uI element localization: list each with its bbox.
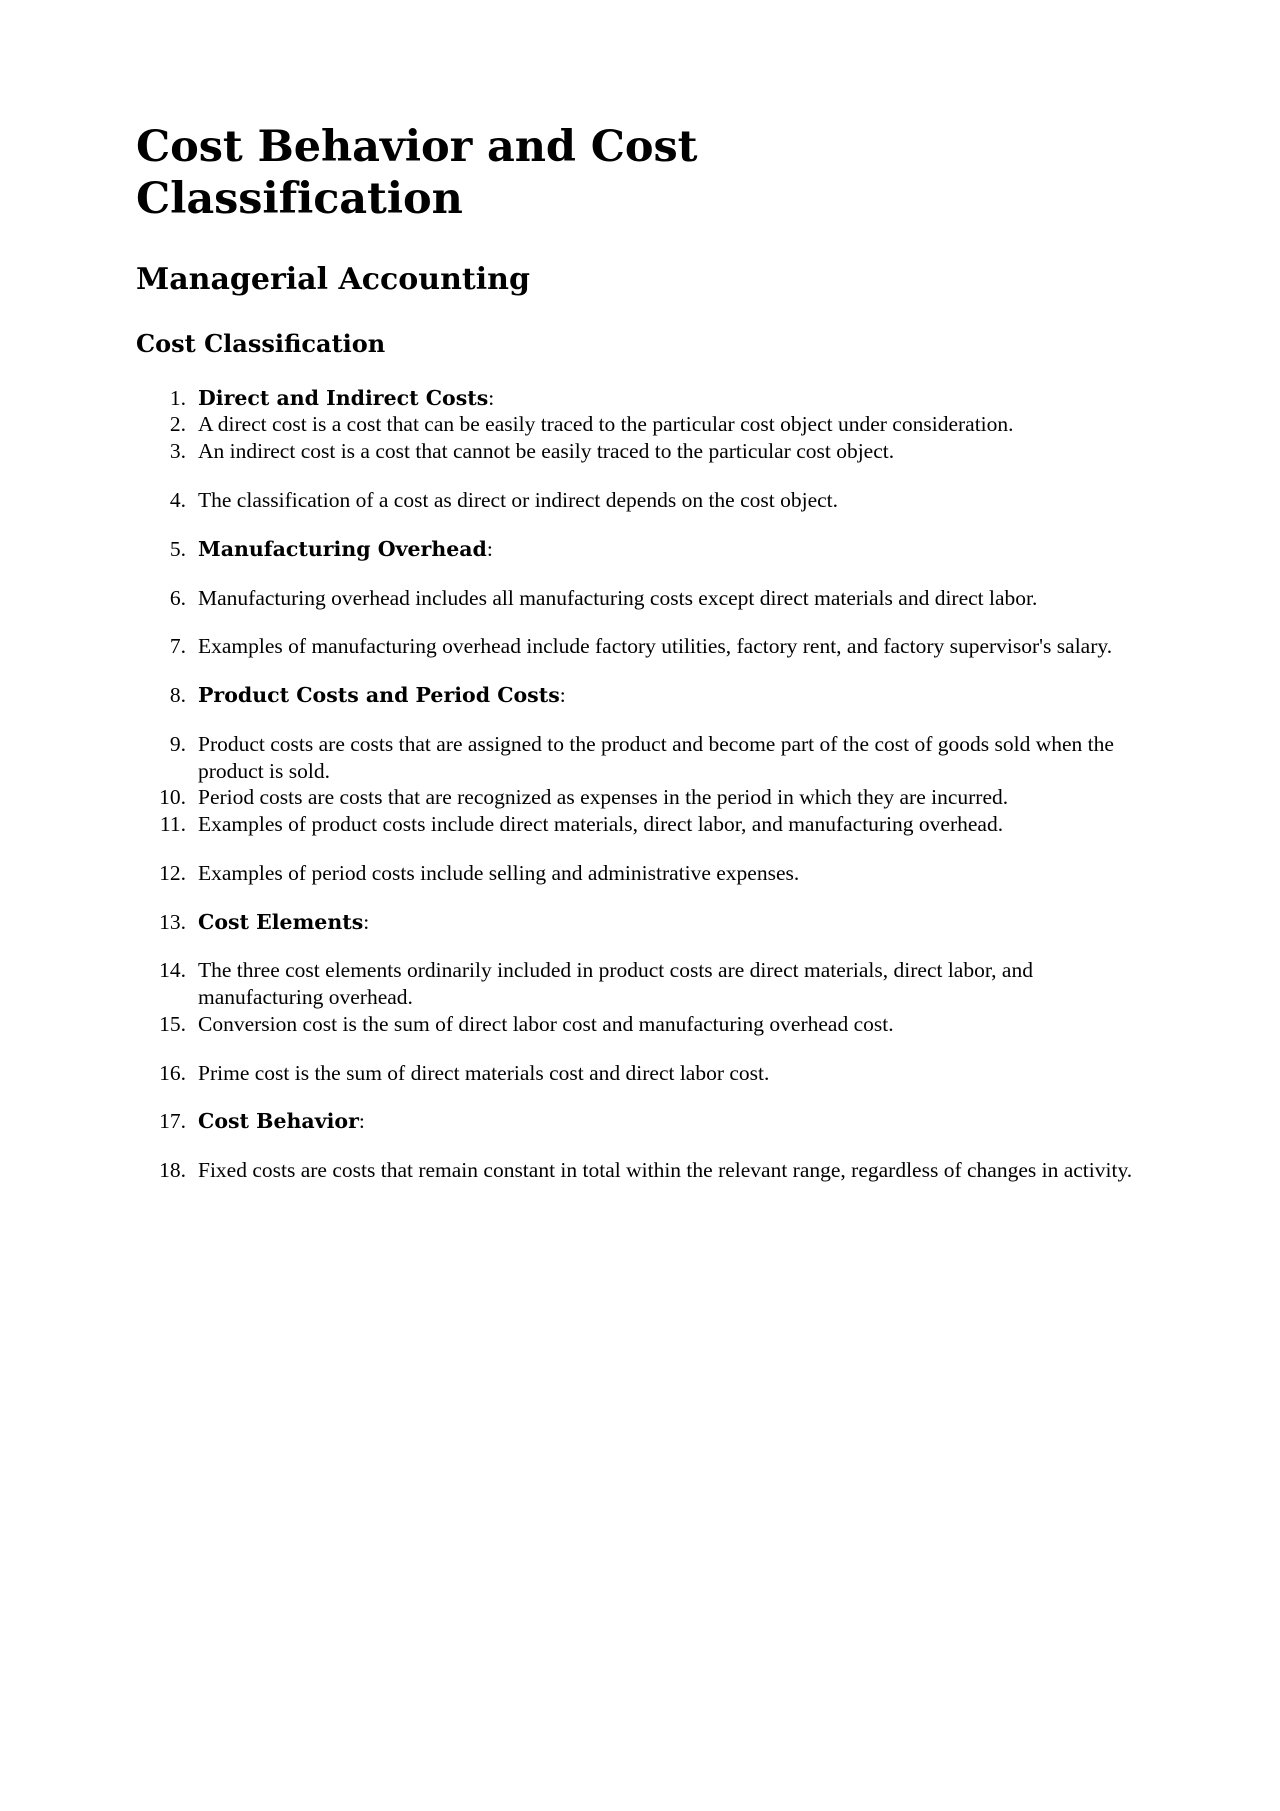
list-item-body (198, 682, 1150, 709)
list-item-number: 15. (159, 1011, 186, 1036)
list-item-trailing-punctuation: : (363, 909, 370, 934)
list-item-number: 8. (169, 683, 186, 708)
list-item-text: The three cost elements ordinarily included in product costs are direct materials, direct labor, and manufacturing overhead. (198, 958, 1033, 1010)
list-item-number: 1. (169, 385, 186, 410)
list-item-body (198, 1011, 1150, 1038)
list-item-text: A direct cost is a cost that can be easily traced to the particular cost object under consideration. (198, 412, 1014, 437)
list-item-body (198, 784, 1150, 811)
list-item (136, 784, 1150, 811)
list-item-number: 6. (169, 585, 186, 610)
list-item-body (198, 909, 1150, 936)
list-item-number: 4. (169, 487, 186, 512)
list-item-text: Manufacturing overhead includes all manufacturing costs except direct materials and direct labor. (198, 585, 1038, 610)
list-item-text: Examples of period costs include selling and administrative expenses. (198, 860, 800, 885)
list-item (136, 731, 1150, 785)
list-item-lead-label: Direct and Indirect Costs (198, 385, 489, 410)
list-item (136, 1011, 1150, 1038)
list-item (136, 633, 1150, 660)
list-item-number: 17. (159, 1109, 186, 1134)
list-item-body (198, 633, 1150, 660)
list-item (136, 1157, 1150, 1184)
list-item-number: 9. (169, 731, 186, 756)
list-item (136, 909, 1150, 936)
list-item-body (198, 1108, 1150, 1135)
list-item-number: 10. (159, 785, 186, 810)
list-item-trailing-punctuation: : (486, 536, 493, 561)
document-subtitle: Managerial Accounting (136, 262, 530, 298)
list-item-number: 7. (169, 634, 186, 659)
list-item-lead-label: Manufacturing Overhead (198, 536, 487, 561)
list-item (136, 585, 1150, 612)
list-item-number: 16. (159, 1060, 186, 1085)
list-item-body (198, 411, 1150, 438)
list-item-text: Fixed costs are costs that remain constant in total within the relevant range, regardless of changes in activity. (198, 1158, 1133, 1183)
list-item (136, 1108, 1150, 1135)
list-item-number: 5. (169, 536, 186, 561)
list-item-body (198, 957, 1150, 1011)
list-item (136, 957, 1150, 1011)
list-item-body (198, 385, 1150, 412)
list-item-body (198, 860, 1150, 887)
page-title: Cost Behavior and Cost Classification (136, 122, 698, 224)
list-item-text: The classification of a cost as direct or indirect depends on the cost object. (198, 487, 839, 512)
list-item (136, 438, 1150, 465)
list-item-number: 13. (159, 909, 186, 934)
list-item-number: 18. (159, 1158, 186, 1183)
list-item (136, 487, 1150, 514)
list-item-body (198, 438, 1150, 465)
list-item-lead-label: Cost Elements (198, 909, 364, 934)
list-item-text: Period costs are costs that are recognized as expenses in the period in which they are incurred. (198, 785, 1009, 810)
list-item-body (198, 1157, 1150, 1184)
list-item (136, 385, 1150, 412)
list-item-body (198, 731, 1150, 785)
list-item-trailing-punctuation: : (488, 385, 495, 410)
section-heading-cost-classification: Cost Classification (136, 328, 386, 358)
list-item-body (198, 487, 1150, 514)
list-item-lead-label: Product Costs and Period Costs (198, 683, 560, 708)
list-item (136, 682, 1150, 709)
list-item-text: Examples of manufacturing overhead include factory utilities, factory rent, and factory supervisor's salary. (198, 634, 1113, 659)
list-item-trailing-punctuation: : (358, 1109, 365, 1134)
list-item-body (198, 1060, 1150, 1087)
list-item (136, 860, 1150, 887)
list-item-body (198, 536, 1150, 563)
list-item (136, 536, 1150, 563)
list-item-number: 14. (159, 958, 186, 983)
list-item-body (198, 811, 1150, 838)
list-item-number: 2. (169, 412, 186, 437)
list-item (136, 811, 1150, 838)
list-item-trailing-punctuation: : (559, 683, 566, 708)
list-item-number: 12. (159, 860, 186, 885)
list-item (136, 1060, 1150, 1087)
cost-classification-list (136, 385, 1150, 1184)
list-item (136, 411, 1150, 438)
list-item-text: An indirect cost is a cost that cannot be easily traced to the particular cost object. (198, 439, 895, 464)
list-item-text: Prime cost is the sum of direct materials cost and direct labor cost. (198, 1060, 770, 1085)
list-item-text: Conversion cost is the sum of direct labor cost and manufacturing overhead cost. (198, 1011, 894, 1036)
list-item-number: 11. (159, 812, 186, 837)
list-item-body (198, 585, 1150, 612)
list-item-text: Product costs are costs that are assigned to the product and become part of the cost of goods sold when the product is sold. (198, 731, 1114, 783)
list-item-lead-label: Cost Behavior (198, 1109, 359, 1134)
list-item-number: 3. (169, 439, 186, 464)
list-item-text: Examples of product costs include direct materials, direct labor, and manufacturing overhead. (198, 812, 1004, 837)
